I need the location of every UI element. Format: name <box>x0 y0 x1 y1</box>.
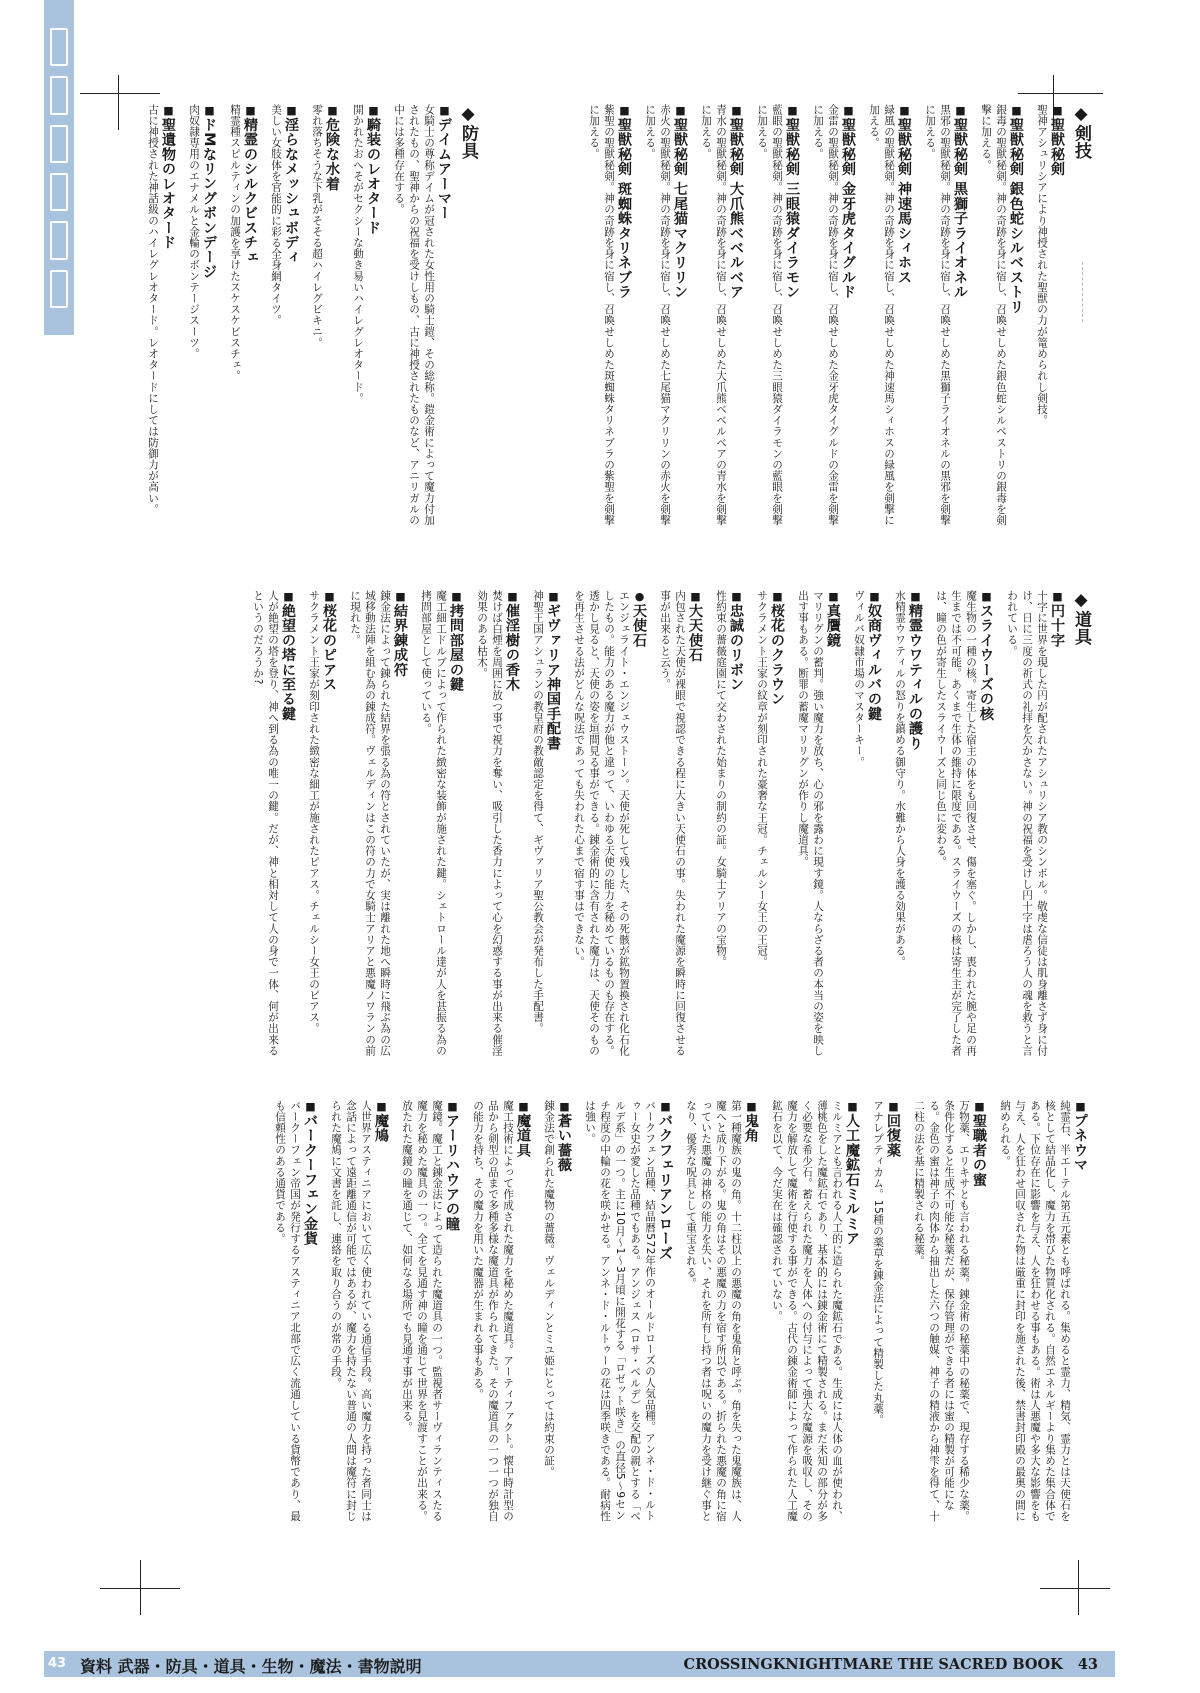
entry: ■バクフェリアンローズ バークフェン品種、結晶暦572年作のオールドローズの人気品種。アンネ・ド・ルトゥー女史が愛した品種でもある。アンジェス（ロサ・ベルデ）を交配の親とする「ベルデ系」の一つ。主に10月～1～3月頃に開花する「ロゼット咲き」の直径5～9センチ程度の中輪の花を咲かせる。アンネ・ド・ルトゥーの花は四季咲きである。耐病性は強い。 <box>582 1100 673 1530</box>
entry-name: 聖獣秘剣 三眼猿ダイラモン <box>784 117 800 300</box>
entry-name: 聖獣秘剣 金牙虎タイグルド <box>840 117 856 300</box>
crop-mark-top-left-h <box>80 93 160 94</box>
entry: ■聖獣秘剣 黒獅子ライオネル 黒邪の聖獣秘剣。神の奇跡を身に宿し、召喚せしめた黒獅子ライオネルの黒邪を剣撃に加える。 <box>922 104 968 534</box>
entry: ■絶望の塔に至る鍵 人が絶望の塔を登り、神へ到る為の唯一の鍵。だが、神と相対して人の身で一体、何が出来るというのだろうか? <box>250 590 296 1060</box>
entry-name: 円十字 <box>1049 603 1065 648</box>
entry-text: 魔生物の一種の核。寄生した宿主の体をも回復させ、傷を塞ぐ。しかし、喪われた腕や足の再生までは不可能。あくまで生体の維持に限度である。スライウーズの核は寄生主が完了した者は、瞳の色が寄生したスライウーズと同じ色に変わる。 <box>935 590 977 1057</box>
entry: ■魔道具 魔工技術によって作成された魔力を秘めた魔道具。アーティファクト。懐中時計型の品から剣型の品まで多種多様な魔道具が作られてきた。その魔道具の一つ一つが独自の能力を持ち、その魔力を用いた魔器が生まれる事もある。 <box>470 1100 531 1530</box>
entry: ■桜花のピアス サクラメント王家が刻印された緻密な細工が施されたピアス。チェルシー女王のピアス。 <box>306 590 337 1060</box>
entry: ■淫らなメッシュボディ 美しい女肢体を官能的に彩る全身網タイツ。 <box>268 104 299 534</box>
entry: ■聖獣秘剣 聖神アシュリシアにより神授された聖獣の力が篭められし剣技。 <box>1034 104 1065 534</box>
entry-text: 銀毒の聖獣秘剣。神の奇跡を身に宿し、召喚せしめた銀色蛇シルベストリの銀毒を剣撃に加える。 <box>980 104 1007 526</box>
entry-text: バークーフェン帝国が発行するアスティニア北部で広く流通している貨幣であり、最も信頼性のある通貨である。 <box>274 1100 301 1522</box>
entry-name: 聖獣秘剣 黒獅子ライオネル <box>952 117 968 300</box>
entry-text: 錬金法で創られた魔物の薔薇。ヴェルディンとミユ姫にとっては約束の証。 <box>543 1100 555 1478</box>
entry-name: 精霊のシルクビスチェ <box>242 117 258 265</box>
entry-text: 美しい女肢体を官能的に彩る全身網タイツ。 <box>270 104 282 326</box>
entry-name: 危険な水着 <box>324 117 340 191</box>
entry-name: 結界錬成符 <box>392 603 408 677</box>
entry-name: 桜花のクラウン <box>769 603 785 707</box>
entry-name: 魔鳩 <box>373 1113 389 1143</box>
crop-mark-bottom-right-v <box>1078 1560 1079 1615</box>
entry: ■ドMなリングボンデージ 肉奴隷専用のエナメルと金輪のボンテージスーツ。 <box>186 104 217 534</box>
entry-text: 錬金法によって錬られた結界を張る為の符とされていたが、実は離れた地へ瞬時に飛ぶ為の広域移動法陣を組む為の錬成符。ヴェルディンはこの符の力で女騎士アリアと悪魔ノワランの前に現れた。 <box>349 590 391 1057</box>
entry-text: 焚けば白煙を周囲に放つ事で視力を奪い、吸引した香力によって心を幻惑する事が出来る催淫効果のある枯木。 <box>476 590 503 1057</box>
entry: ■アーリハウアの瞳 魔鏡。魔工と錬金法によって造られた魔道具の一つ。監視者サーヴィランティスたる魔力を秘めた魔具の一つ。全てを見通す神の瞳を通じて世界を見渡すことが出来る。放たれた魔鏡の瞳を通じて、如何なる場所でも見通す事が出来る。 <box>399 1100 460 1530</box>
entry-text: 魔鏡。魔工と錬金法によって造られた魔道具の一つ。監視者サーヴィランティスたる魔力を秘めた魔具の一つ。全てを見通す神の瞳を通じて世界を見渡すことが出来る。放たれた魔鏡の瞳を通じて、如何なる場所でも見通す事が出来る。 <box>401 1100 443 1522</box>
entry: ■バークーフェン金貨 バークーフェン帝国が発行するアスティニア北部で広く流通している貨幣であり、最も信頼性のある通貨である。 <box>272 1100 318 1530</box>
entry: ■回復薬 アナレプティカム。15種の薬草を錬金法によって精製した丸薬。 <box>870 1100 901 1530</box>
entry-name: ギヴァリア神国手配書 <box>545 603 561 751</box>
entry-text: 人が絶望の塔を登り、神へ到る為の唯一の鍵。だが、神と相対して人の身で一体、何が出来るというのだろうか? <box>252 590 279 1057</box>
entry-text: 聖神アシュリシアにより神授された聖獣の力が篭められし剣技。 <box>1036 104 1048 426</box>
entry: ■聖遺物のレオタード 古に神授された神話級のハイレグレオタード。レオタードにしては防御力が高い。 <box>145 104 176 534</box>
entry-text: 万物薬、エリキサとも言われる秘薬。錬金術の秘薬中の秘薬で、現存する稀少な薬。条件化すると生成不可能な秘薬だが、保存管理ができる者には蜜の精製が可能になる。金色の蜜は神子の肉体から抽出した六つの触媒、神子の精液から神雫を得て、十二柱の法を基に精製される秘薬。 <box>913 1100 970 1522</box>
footer-page-tab: 43 <box>47 1656 67 1671</box>
entry: ■人工魔鉱石ミルミア ミルミアとも言われる人工的に造られた魔鉱石である。生成には人体の血が使われ、薄桃色をした魔鉱石であり、基本的には錬金術にて精製される。まだ未知の部分が多く必要な希少石。蓄えられた魔力を人体への付与によって強大な魔源を吸収し、その魔力を解放して魔術を行使する事ができる。古代の錬金術師によって作られた人工魔鉱石を以て、今だ実在は確認されていない。 <box>769 1100 860 1530</box>
entry-text: 黒邪の聖獣秘剣。神の奇跡を身に宿し、召喚せしめた黒獅子ライオネルの黒邪を剣撃に加える。 <box>924 104 951 526</box>
entry-name: 淫らなメッシュボディ <box>283 117 299 265</box>
entry: ■精霊ウワティルの護り 水精霊ウワティルの怒りを鎮める御守り。水難から人身を護る効果がある。 <box>892 590 923 1060</box>
entry: ■桜花のクラウン サクラメント王家の紋章が刻印された豪奢な王冠。チェルシー女王の王冠。 <box>754 590 785 1060</box>
entry-name: 催淫樹の香木 <box>504 603 520 692</box>
entry-text: 肉奴隷専用のエナメルと金輪のボンテージスーツ。 <box>188 104 200 360</box>
crop-mark-bottom-right-h <box>1040 1588 1110 1589</box>
entry-text: ミルミアとも言われる人工的に造られた魔鉱石である。生成には人体の血が使われ、薄桃色をした魔鉱石であり、基本的には錬金術にて精製される。まだ未知の部分が多く必要な希少石。蓄えられた魔力を人体への付与によって強大な魔源を吸収し、その魔力を解放して魔術を行使する事ができる。古代の錬金術師によって作られた人工魔鉱石を以て、今だ実在は確認されていない。 <box>771 1100 843 1522</box>
entry-name: 大天使石 <box>687 603 703 663</box>
entry: ■大天使石 内包された天使が裸眼で視認できる程に大きい天使石の事。失われた魔源を瞬時に回復させる事が出来ると云う。 <box>657 590 703 1060</box>
entry-text: 精霊種スピルティンの加護を享けたスケスケビスチェ。 <box>229 104 241 382</box>
entry-text: 零れ落ちそうな下乳がそそる超ハイレグビキニ。 <box>311 104 323 349</box>
section-heading: ◆道具 <box>1071 590 1091 646</box>
entry: ■聖獣秘剣 神速馬シィホス 緑風の聖獣秘剣。神の奇跡を身に宿し、召喚せしめた神速馬シィホスの緑風を剣撃に加える。 <box>866 104 912 534</box>
entry-text: 女騎士の尊称デイムが冠された女性用の騎士鎧、その総称。鎧金術によって魔力付加されたもの、聖神からの祝福を受けしもの、古に神授されたものなど、アニリガルの中には多種存在する。 <box>393 104 435 526</box>
entry-name: スライウーズの核 <box>978 603 994 722</box>
entry-text: 赤火の聖獣秘剣。神の奇跡を身に宿し、召喚せしめた七尾猫マクリリンの赤火を剣撃に加える。 <box>644 104 671 526</box>
entry: ■ギヴァリア神国手配書 神聖王国アシュランの教皇府の教敵認定を得て、ギヴァリア聖公教会が発布した手配書。 <box>530 590 561 1060</box>
book-title-text: CROSSINGKNIGHTMARE THE SACRED BOOK <box>683 1656 1063 1673</box>
entry: ■聖職者の蜜 万物薬、エリキサとも言われる秘薬。錬金術の秘薬中の秘薬で、現存する稀少な薬。条件化すると生成不可能な秘薬だが、保存管理ができる者には蜜の精製が可能になる。金色の蜜は神子の肉体から抽出した六つの触媒、神子の精液から神雫を得て、十二柱の法を基に精製される秘薬。 <box>911 1100 987 1530</box>
entry-name: 聖獣秘剣 大爪熊ベベルベア <box>728 117 744 300</box>
entry-text: 緑風の聖獣秘剣。神の奇跡を身に宿し、召喚せしめた神速馬シィホスの緑風を剣撃に加える。 <box>868 104 895 526</box>
entry-name: 聖職者の蜜 <box>971 1113 987 1187</box>
section-tools-continued <box>118 1100 1088 1530</box>
entry-text: バークフェン品種、結晶暦572年作のオールドローズの人気品種。アンネ・ド・ルトゥー女史が愛した品種でもある。アンジェス（ロサ・ベルデ）を交配の親とする「ベルデ系」の一つ。主に10月～1～3月頃に開花する「ロゼット咲き」の直径5～9センチ程度の中輪の花を咲かせる。アンネ・ド・ルトゥーの花は四季咲きである。耐病性は強い。 <box>584 1100 656 1522</box>
entry: ■鬼角 第一種魔族の鬼の角。十二柱以上の悪魔の角を鬼角と呼ぶ。角を失った鬼魔族は、人魔へと成り下がる。鬼の角はその悪魔の力を宿す所以である。折られた悪魔の角に宿っていた悪魔の神格の能力を失い、それを所有し持つ者は呪いの魔力を受け継ぐ事となり、優秀な呪具として重宝される。 <box>683 1100 759 1530</box>
entry-text: 開かれたおへそがセクシーな動き易いハイレグレオタード。 <box>352 104 364 404</box>
entry-text: 青水の聖獣秘剣。神の奇跡を身に宿し、召喚せしめた大爪熊ベベルベアの青水を剣撃に加える。 <box>700 104 727 526</box>
entry-text: 純霊石、半エーテル第五元素とも呼ばれる。集めると霊力、精気、霊力とは天使石を核として結晶化し、魔力を帯びた物質化される。自然エネルギーより集めた集合体である。下位存在に影響を与え、人を狂わせる事もある。術は人悪魔や多大な影響をも与え、人を狂わせ回収された物は厳重に封印を施された後、禁書封印殿の最奥の間に納められる。 <box>999 1100 1071 1522</box>
entry: ■デイムアーマー 女騎士の尊称デイムが冠された女性用の騎士鎧、その総称。鎧金術によって魔力付加されたもの、聖神からの祝福を受けしもの、古に神授されたものなど、アニリガルの中には多種存在する。 <box>391 104 452 534</box>
entry-name: 騎装のレオタード <box>365 117 381 236</box>
entry-text: 人世界アスティニアにおいて広く使われている通信手段。高い魔力を持った者同士は念話によって遠距離通信が可能ではあるが、魔力を持たない普通の人間は魔符に封じられた魔鳩に文書を託し、連絡を取り合うのが常の手段。 <box>330 1100 372 1522</box>
entry: ■催淫樹の香木 焚けば白煙を周囲に放つ事で視力を奪い、吸引した香力によって心を幻惑する事が出来る催淫効果のある枯木。 <box>474 590 520 1060</box>
entry: ●天使石 エンジェライト・エンジェウストーン。天使が死して残した、その死骸が鉱物置換され化石化したもの。能力のある魔力が他と違って、いわゆる天使の能力を秘めているものも存在する。透かし見ると、天使の姿を垣間見る事ができる。錬金術的に含有された魔力は、天使そのものを再生させる法がどんな呪法であっても失われた心まで宿す事はできない。 <box>571 590 647 1060</box>
entry: ■忠誠のリボン 性約束の薔薇庭園にて交わされた始まりの制約の証。女騎士アリアの宝物。 <box>713 590 744 1060</box>
footer-book-title <box>684 1656 1098 1673</box>
entry-name: 聖獣秘剣 斑蜘蛛タリネブラ <box>616 117 632 300</box>
entry-name: 拷問部屋の鍵 <box>448 603 464 692</box>
entry-name: 絶望の塔に至る鍵 <box>280 603 296 722</box>
entry: ■聖獣秘剣 三眼猿ダイラモン 藍眼の聖獣秘剣。神の奇跡を身に宿し、召喚せしめた三眼猿ダイラモンの藍眼を剣撃に加える。 <box>754 104 800 534</box>
entry-name: 人工魔鉱石ミルミア <box>844 1113 860 1246</box>
entry-name: デイムアーマー <box>436 117 452 221</box>
entry: ■危険な水着 零れ落ちそうな下乳がそそる超ハイレグビキニ。 <box>309 104 340 534</box>
entry-text: 性約束の薔薇庭園にて交わされた始まりの制約の証。女騎士アリアの宝物。 <box>715 590 727 968</box>
entry: ■結界錬成符 錬金法によって錬られた結界を張る為の符とされていたが、実は離れた地へ瞬時に飛ぶ為の広域移動法陣を組む為の錬成符。ヴェルディンはこの符の力で女騎士アリアと悪魔ノワランの前に現れた。 <box>347 590 408 1060</box>
entry: ■プネウマ 純霊石、半エーテル第五元素とも呼ばれる。集めると霊力、精気、霊力とは天使石を核として結晶化し、魔力を帯びた物質化される。自然エネルギーより集めた集合体である。下位存在に影響を与え、人を狂わせる事もある。術は人悪魔や多大な影響をも与え、人を狂わせ回収された物は厳重に封印を施された後、禁書封印殿の最奥の間に納められる。 <box>997 1100 1088 1530</box>
entry: ■拷問部屋の鍵 魔工細工ドルブによって作られた緻密な装飾が施された鍵。シェトロール達が人を甚振る為の拷問部屋として使っている。 <box>418 590 464 1060</box>
crop-mark-top-right-h <box>1018 93 1103 94</box>
entry-text: 紫聖の聖獣秘剣。神の奇跡を身に宿し、召喚せしめた斑蜘蛛タリネブラの紫聖を剣撃に加える。 <box>588 104 615 526</box>
entry-text: 金雷の聖獣秘剣。神の奇跡を身に宿し、召喚せしめた金牙虎タイグルドの金雷を剣撃に加える。 <box>812 104 839 526</box>
entry-text: 十字に世界を現した円が配されたアシュリシア教のシンボル。敬虔な信徒は肌身離さず身に付け、日に三度の祈式の礼拝を欠かさない。神の祝福を受けし円十字は虐ろう人の魂を救うと言われている。 <box>1006 590 1048 1057</box>
entry-text: アナレプティカム。15種の薬草を錬金法によって精製した丸薬。 <box>872 1100 884 1426</box>
entry-name: 聖遺物のレオタード <box>160 117 176 250</box>
section-armor <box>130 104 478 534</box>
entry-name: 聖獣秘剣 銀色蛇シルベストリ <box>1008 117 1024 315</box>
entry-text: 古に神授された神話級のハイレグレオタード。レオタードにしては防御力が高い。 <box>147 104 159 515</box>
entry: ■聖獣秘剣 斑蜘蛛タリネブラ 紫聖の聖獣秘剣。神の奇跡を身に宿し、召喚せしめた斑蜘蛛タリネブラの紫聖を剣撃に加える。 <box>586 104 632 534</box>
entry-text: 神聖王国アシュランの教皇府の教敵認定を得て、ギヴァリア聖公教会が発布した手配書。 <box>532 590 544 1034</box>
entry-text: 魔工技術によって作成された魔力を秘めた魔道具。アーティファクト。懐中時計型の品から剣型の品まで多種多様な魔道具が作られてきた。その魔道具の一つ一つが独自の能力を持ち、その魔力を用いた魔器が生まれる事もある。 <box>472 1100 514 1522</box>
entry-name: 聖獣秘剣 神速馬シィホス <box>896 117 912 285</box>
entry-name: 聖獣秘剣 七尾猫マクリリン <box>672 117 688 300</box>
entry: ■魔鳩 人世界アスティニアにおいて広く使われている通信手段。高い魔力を持った者同士は念話によって遠距離通信が可能ではあるが、魔力を持たない普通の人間は魔符に封じられた魔鳩に文書を託し、連絡を取り合うのが常の手段。 <box>328 1100 389 1530</box>
entry-text: 内包された天使が裸眼で視認できる程に大きい天使石の事。失われた魔源を瞬時に回復させる事が出来ると云う。 <box>659 590 686 1057</box>
entry: ■聖獣秘剣 七尾猫マクリリン 赤火の聖獣秘剣。神の奇跡を身に宿し、召喚せしめた七尾猫マクリリンの赤火を剣撃に加える。 <box>642 104 688 534</box>
entry-name: バクフェリアンローズ <box>657 1113 673 1261</box>
entry-name: 魔道具 <box>515 1113 531 1158</box>
crop-mark-top-left-v <box>118 75 119 130</box>
entry: ■スライウーズの核 魔生物の一種の核。寄生した宿主の体をも回復させ、傷を塞ぐ。しかし、喪われた腕や足の再生までは不可能。あくまで生体の維持に限度である。スライウーズの核は寄生主が完了した者は、瞳の色が寄生したスライウーズと同じ色に変わる。 <box>933 590 994 1060</box>
entry: ■蒼い薔薇 錬金法で創られた魔物の薔薇。ヴェルディンとミユ姫にとっては約束の証。 <box>541 1100 572 1530</box>
entry-name: 奴商ヴィルバの鍵 <box>866 603 882 722</box>
entry-name: 天使石 <box>631 603 647 648</box>
page-number: 43 <box>1077 1656 1098 1673</box>
entry: ■聖獣秘剣 金牙虎タイグルド 金雷の聖獣秘剣。神の奇跡を身に宿し、召喚せしめた金牙虎タイグルドの金雷を剣撃に加える。 <box>810 104 856 534</box>
section-tools <box>118 590 1091 1060</box>
entry-text: サクラメント王家が刻印された緻密な細工が施されたピアス。チェルシー女王のピアス。 <box>308 590 320 1034</box>
entry: ■聖獣秘剣 銀色蛇シルベストリ 銀毒の聖獣秘剣。神の奇跡を身に宿し、召喚せしめた銀色蛇シルベストリの銀毒を剣撃に加える。 <box>978 104 1024 534</box>
entry-name: プネウマ <box>1072 1113 1088 1173</box>
entry-text: 水精霊ウワティルの怒りを鎮める御守り。水難から人身を護る効果がある。 <box>894 590 906 968</box>
section-heading: ◆防具 <box>458 104 478 160</box>
entry-text: マリリグンの蓄判。強い魔力を放ち、心の邪を露わに現す鏡。人ならざる者の本当の姿を映し出す事もある。断罪の蓄魔マリリグンが作りし魔道具。 <box>797 590 824 1057</box>
entry-name: 聖獣秘剣 <box>1049 117 1065 177</box>
entry-text: 第一種魔族の鬼の角。十二柱以上の悪魔の角を鬼角と呼ぶ。角を失った鬼魔族は、人魔へと成り下がる。鬼の角はその悪魔の力を宿す所以である。折られた悪魔の角に宿っていた悪魔の神格の能力を失い、それを所有し持つ者は呪いの魔力を受け継ぐ事となり、優秀な呪具として重宝される。 <box>685 1100 742 1522</box>
entry-name: 精霊ウワティルの護り <box>907 603 923 751</box>
entry-text: エンジェライト・エンジェウストーン。天使が死して残した、その死骸が鉱物置換され化石化したもの。能力のある魔力が他と違って、いわゆる天使の能力を秘めているものも存在する。透かし見ると、天使の姿を垣間見る事ができる。錬金術的に含有された魔力は、天使そのものを再生させる法がどんな呪法であっても失われた心まで宿す事はできない。 <box>573 590 630 1057</box>
entry-name: アーリハウアの瞳 <box>444 1113 460 1232</box>
entry: ■騎装のレオタード 開かれたおへそがセクシーな動き易いハイレグレオタード。 <box>350 104 381 534</box>
crop-mark-bottom-left-v <box>140 1560 141 1615</box>
entry-name: 忠誠のリボン <box>728 603 744 692</box>
entry: ■円十字 十字に世界を現した円が配されたアシュリシア教のシンボル。敬虔な信徒は肌身離さず身に付け、日に三度の祈式の礼拝を欠かさない。神の祝福を受けし円十字は虐ろう人の魂を救うと言われている。 <box>1004 590 1065 1060</box>
entry-text: ヴィルバ奴隷市場のマスターキー。 <box>853 590 865 768</box>
entry: ■精霊のシルクビスチェ 精霊種スピルティンの加護を享けたスケスケビスチェ。 <box>227 104 258 534</box>
section-heading: ◆剣技 <box>1071 104 1091 160</box>
entry-name: 回復薬 <box>885 1113 901 1158</box>
entry-name: 真贋鏡 <box>825 603 841 648</box>
entry: ■聖獣秘剣 大爪熊ベベルベア 青水の聖獣秘剣。神の奇跡を身に宿し、召喚せしめた大爪熊ベベルベアの青水を剣撃に加える。 <box>698 104 744 534</box>
entry-text: 藍眼の聖獣秘剣。神の奇跡を身に宿し、召喚せしめた三眼猿ダイラモンの藍眼を剣撃に加える。 <box>756 104 783 526</box>
entry-text: サクラメント王家の紋章が刻印された豪奢な王冠。チェルシー女王の王冠。 <box>756 590 768 968</box>
sidebar-vertical-title-mark <box>50 28 68 308</box>
entry-text: 魔工細工ドルブによって作られた緻密な装飾が施された鍵。シェトロール達が人を甚振る為の拷問部屋として使っている。 <box>420 590 447 1057</box>
entry: ■真贋鏡 マリリグンの蓄判。強い魔力を放ち、心の邪を露わに現す鏡。人ならざる者の本当の姿を映し出す事もある。断罪の蓄魔マリリグンが作りし魔道具。 <box>795 590 841 1060</box>
section-sword-techniques <box>428 104 1091 534</box>
entry: ■奴商ヴィルバの鍵 ヴィルバ奴隷市場のマスターキー。 <box>851 590 882 1060</box>
entry-name: 蒼い薔薇 <box>556 1113 572 1173</box>
footer-chapter-title: 資料 武器・防具・道具・生物・魔法・書物説明 <box>80 1657 422 1676</box>
entry-name: ドMなリングボンデージ <box>201 117 217 280</box>
entry-name: 桜花のピアス <box>321 603 337 692</box>
entry-name: バークーフェン金貨 <box>302 1113 318 1246</box>
entry-name: 鬼角 <box>743 1113 759 1143</box>
